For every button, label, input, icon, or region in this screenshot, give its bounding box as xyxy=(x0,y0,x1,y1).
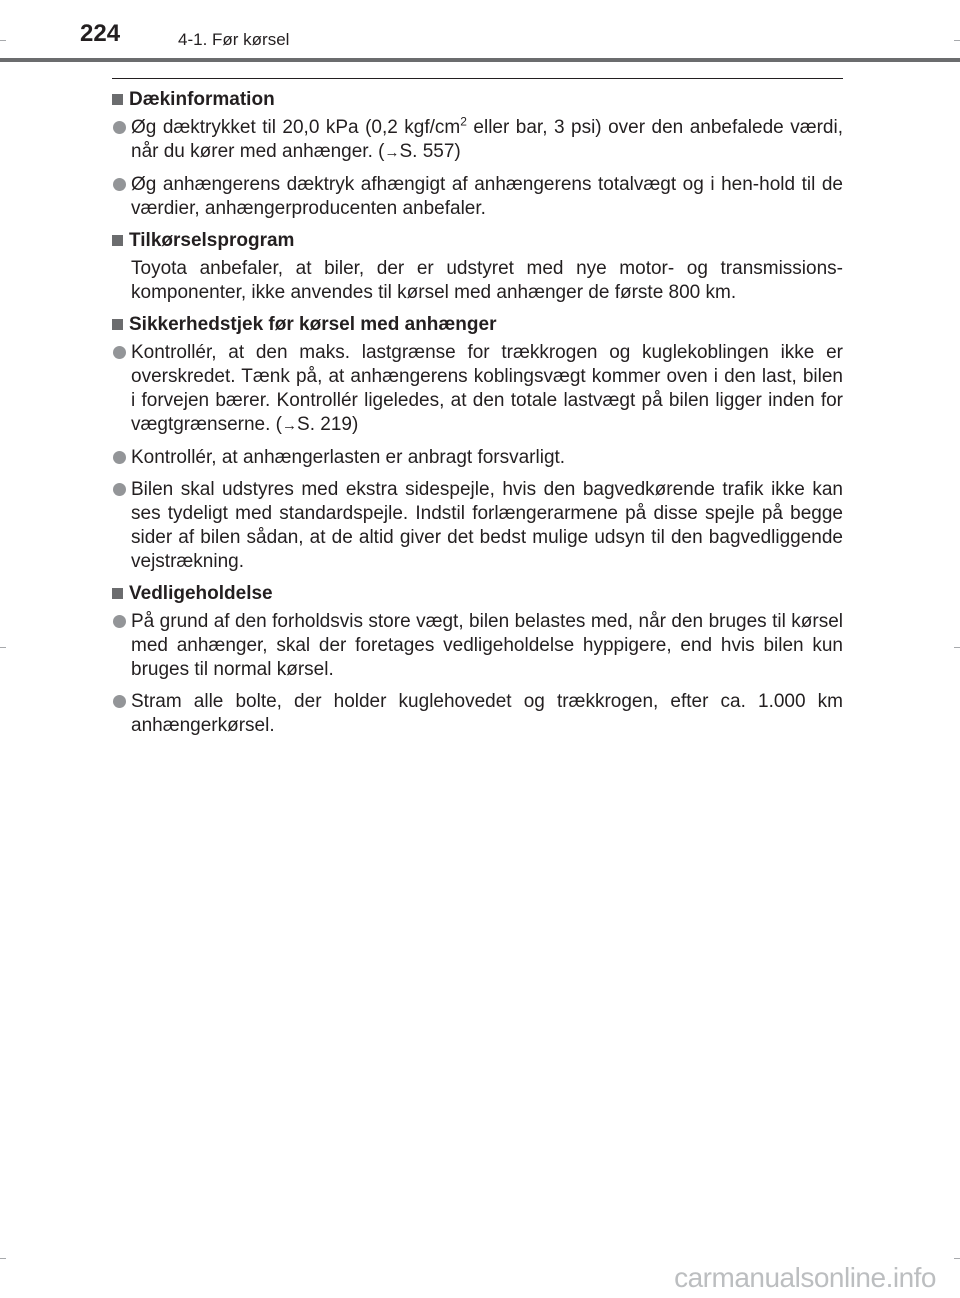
bullet-text: Kontrollér, at den maks. lastgrænse for trækkrogen og kuglekoblingen ikke er overskredet. Tænk på, at anhængerens koblingsvægt kommer oven i den last, bilen i forvejen bærer. Kontrollér ligeledes, at den totale lastvægt på bilen ligger inden for vægtgrænserne. ( xyxy=(131,342,843,435)
square-bullet-icon xyxy=(112,319,123,330)
arrow-right-icon: → xyxy=(384,144,400,161)
page-reference-link[interactable]: S. 219 xyxy=(297,414,352,435)
crop-mark xyxy=(0,1258,6,1259)
section-daekinformation xyxy=(112,88,843,221)
circle-bullet-icon xyxy=(113,451,126,464)
page-number: 224 xyxy=(80,20,121,47)
crop-mark xyxy=(0,647,6,648)
square-bullet-icon xyxy=(112,588,123,599)
heading-text: Vedligeholdelse xyxy=(129,583,273,604)
section-tilkorselsprogram xyxy=(112,229,843,305)
circle-bullet-icon xyxy=(113,121,126,134)
bullet-item xyxy=(112,478,843,574)
bullet-text: Øg dæktrykket til 20,0 kPa (0,2 kgf/cm xyxy=(131,117,461,138)
square-bullet-icon xyxy=(112,94,123,105)
bullet-text: Kontrollér, at anhængerlasten er anbragt forsvarligt. xyxy=(131,447,566,468)
heading-text: Dækinformation xyxy=(129,89,275,110)
bullet-text: Øg anhængerens dæktryk afhængigt af anhængerens totalvægt og i hen-hold til de værdier, anhængerproducenten anbefaler. xyxy=(131,174,843,219)
crop-mark xyxy=(954,40,960,41)
circle-bullet-icon xyxy=(113,483,126,496)
divider-rule xyxy=(112,78,843,79)
bullet-item xyxy=(112,690,843,738)
bullet-text: ) xyxy=(351,414,359,435)
circle-bullet-icon xyxy=(113,615,126,628)
section-heading xyxy=(112,582,843,606)
arrow-right-icon: → xyxy=(282,417,298,434)
content xyxy=(112,88,843,746)
square-bullet-icon xyxy=(112,235,123,246)
header-bar xyxy=(0,58,960,62)
bullet-item xyxy=(112,173,843,221)
bullet-text: ) xyxy=(454,141,461,162)
crop-mark xyxy=(954,647,960,648)
bullet-text: På grund af den forholdsvis store vægt, bilen belastes med, når den bruges til kørsel med anhænger, skal der foretages vedligeholdelse hyppigere, end hvis bilen kun bruges til normal kørsel. xyxy=(131,611,843,680)
watermark: carmanualsonline.info xyxy=(674,1262,936,1293)
bullet-item xyxy=(112,116,843,165)
circle-bullet-icon xyxy=(113,346,126,359)
bullet-item xyxy=(112,446,843,470)
section-vedligeholdelse xyxy=(112,582,843,738)
circle-bullet-icon xyxy=(113,178,126,191)
bullet-item xyxy=(112,610,843,682)
crop-mark xyxy=(0,40,6,41)
bullet-item xyxy=(112,341,843,438)
crop-mark xyxy=(954,1258,960,1259)
circle-bullet-icon xyxy=(113,695,126,708)
superscript: 2 xyxy=(460,114,467,129)
section-sikkerhedstjek xyxy=(112,313,843,574)
section-heading xyxy=(112,88,843,112)
bullet-text: Bilen skal udstyres med ekstra sidespejle, hvis den bagvedkørende trafik ikke kan ses tydeligt med standardspejle. Indstil forlængerarmene på disse spejle på begge sider af bilen sådan, at de altid giver det bedst mulige udsyn til den bagvedliggende vejstrækning. xyxy=(131,479,843,572)
bullet-text: eller bar, 3 psi) over den anbefalede værdi, når du kører med anhænger. ( xyxy=(131,117,843,162)
heading-text: Tilkørselsprogram xyxy=(129,230,295,251)
bullet-text: Stram alle bolte, der holder kuglehovedet og trækkrogen, efter ca. 1.000 km anhængerkørsel. xyxy=(131,691,843,736)
page-reference-link[interactable]: S. 557 xyxy=(399,141,455,162)
chapter-title: 4-1. Før kørsel xyxy=(178,30,290,49)
section-heading xyxy=(112,313,843,337)
section-heading xyxy=(112,229,843,253)
heading-text: Sikkerhedstjek før kørsel med anhænger xyxy=(129,314,497,335)
paragraph: Toyota anbefaler, at biler, der er udstyret med nye motor- og transmissions-komponenter, ikke anvendes til kørsel med anhænger de første 800 km. xyxy=(131,258,843,303)
